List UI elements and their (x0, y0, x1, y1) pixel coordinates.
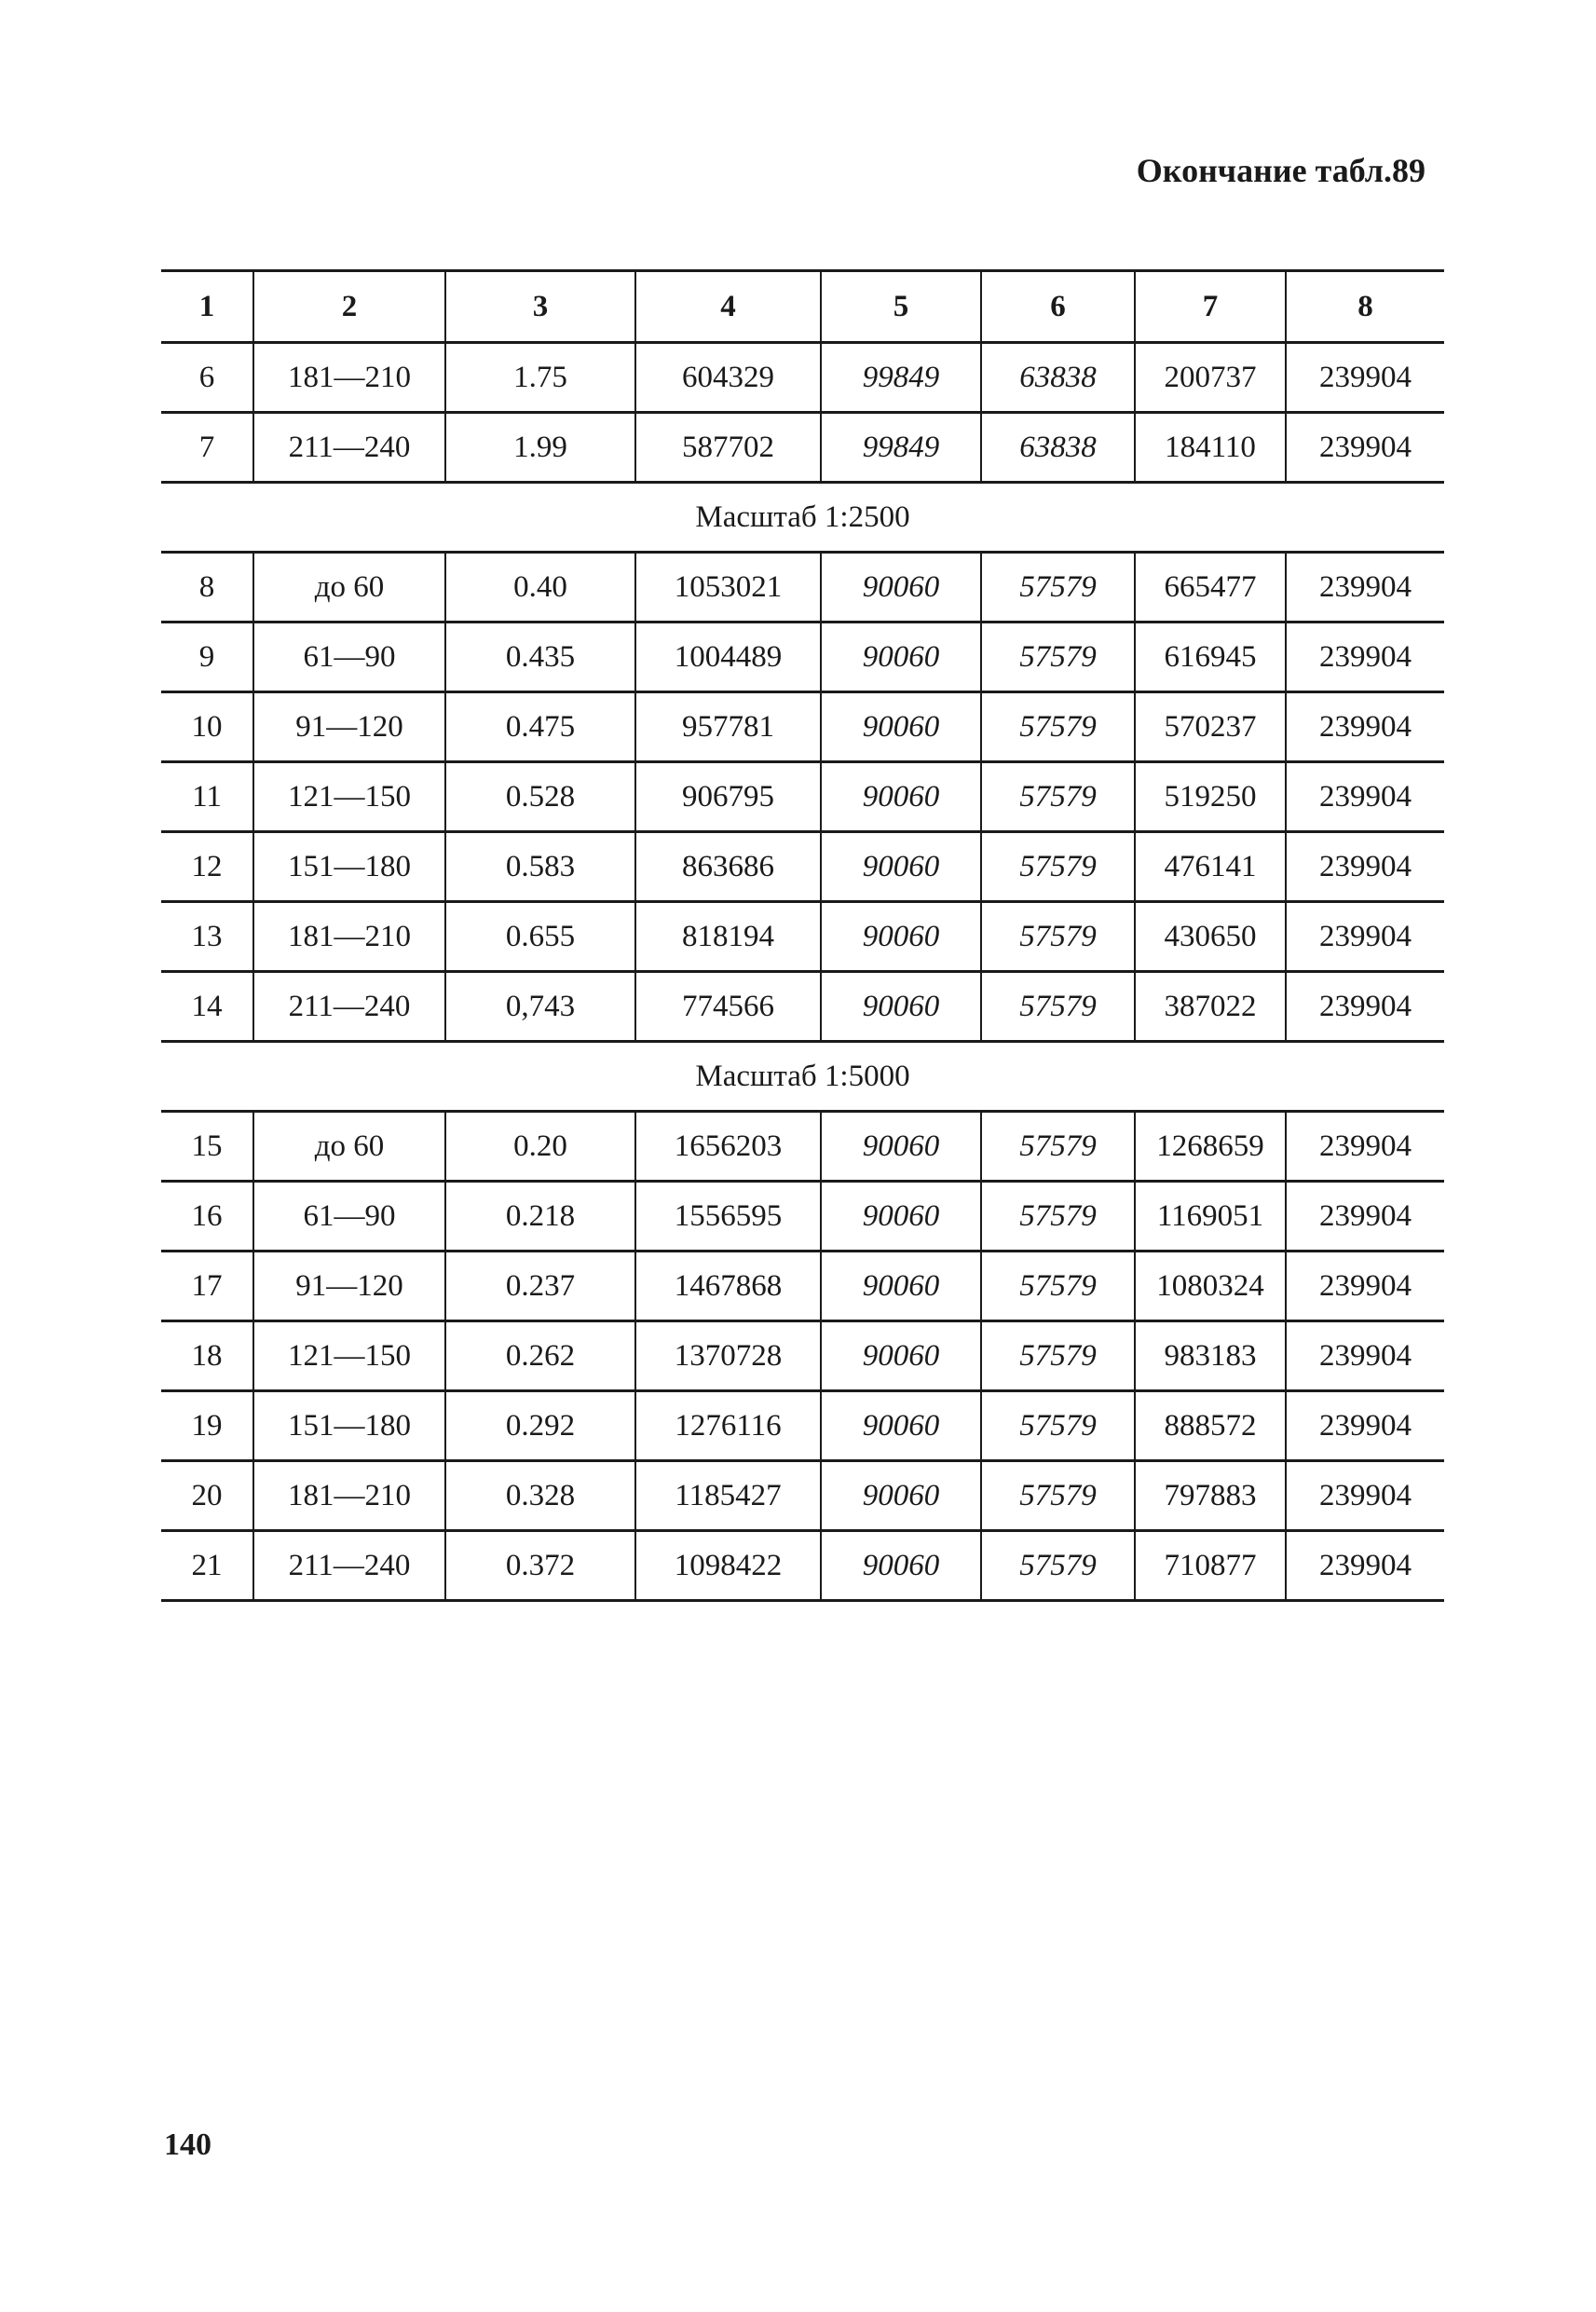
table-cell: 774566 (635, 972, 821, 1042)
table-cell: 90060 (821, 692, 981, 762)
table-header-row (161, 271, 1444, 343)
table-cell: 604329 (635, 343, 821, 413)
table-cell: 863686 (635, 832, 821, 902)
table-cell: 151—180 (253, 1391, 445, 1461)
table-cell: 3 (445, 271, 635, 343)
table-cell: 7 (1135, 271, 1286, 343)
table-cell: 63838 (981, 413, 1135, 483)
table-cell: 797883 (1135, 1461, 1286, 1531)
table-cell: 90060 (821, 1391, 981, 1461)
table-cell: 0.40 (445, 553, 635, 622)
table-cell: 57579 (981, 902, 1135, 972)
table-cell: 14 (161, 972, 253, 1042)
table-cell: 57579 (981, 1391, 1135, 1461)
table-row (161, 1461, 1444, 1531)
table-cell: 906795 (635, 762, 821, 832)
table-cell: 0.372 (445, 1531, 635, 1601)
table-cell: 91—120 (253, 1252, 445, 1321)
table-cell: 211—240 (253, 1531, 445, 1601)
table-cell: 0,743 (445, 972, 635, 1042)
table-cell: 57579 (981, 1531, 1135, 1601)
table-row (161, 1391, 1444, 1461)
table-cell: 616945 (1135, 622, 1286, 692)
table-cell: 1556595 (635, 1182, 821, 1252)
table-cell: 0.328 (445, 1461, 635, 1531)
table-cell: 239904 (1286, 692, 1444, 762)
table-row (161, 762, 1444, 832)
table-row (161, 1112, 1444, 1182)
table-caption: Окончание табл.89 (1136, 152, 1425, 189)
table-cell: 239904 (1286, 1461, 1444, 1531)
table-row (161, 1182, 1444, 1252)
table-cell: 239904 (1286, 343, 1444, 413)
table-cell: 9 (161, 622, 253, 692)
table-cell: 1370728 (635, 1321, 821, 1391)
table-body (161, 271, 1444, 1601)
table-cell: 151—180 (253, 832, 445, 902)
table-cell: 7 (161, 413, 253, 483)
table-row (161, 1252, 1444, 1321)
table-cell: 90060 (821, 762, 981, 832)
table-cell: 239904 (1286, 1112, 1444, 1182)
table-row (161, 692, 1444, 762)
data-table (161, 269, 1444, 1602)
section-heading-2500 (161, 483, 1444, 553)
table-cell: 1 (161, 271, 253, 343)
table-cell: 12 (161, 832, 253, 902)
table-cell: 1169051 (1135, 1182, 1286, 1252)
table-cell: 61—90 (253, 1182, 445, 1252)
table-cell: 239904 (1286, 1182, 1444, 1252)
table-cell: 888572 (1135, 1391, 1286, 1461)
table-cell: 6 (981, 271, 1135, 343)
table-cell: 1.75 (445, 343, 635, 413)
table-cell: 15 (161, 1112, 253, 1182)
table-row (161, 972, 1444, 1042)
table-cell: 90060 (821, 1321, 981, 1391)
table-cell: 1467868 (635, 1252, 821, 1321)
table-cell: 2 (253, 271, 445, 343)
table-cell: 1098422 (635, 1531, 821, 1601)
table-cell: 61—90 (253, 622, 445, 692)
table-cell: 0.475 (445, 692, 635, 762)
table-cell: 57579 (981, 553, 1135, 622)
table-cell: 181—210 (253, 1461, 445, 1531)
table-cell: 90060 (821, 622, 981, 692)
table-cell: 184110 (1135, 413, 1286, 483)
table-cell: 0.528 (445, 762, 635, 832)
table-cell: 90060 (821, 902, 981, 972)
table-cell: 1276116 (635, 1391, 821, 1461)
table-cell: 570237 (1135, 692, 1286, 762)
table-cell: 1656203 (635, 1112, 821, 1182)
table-cell: 90060 (821, 972, 981, 1042)
table-cell: 5 (821, 271, 981, 343)
table-cell: 239904 (1286, 553, 1444, 622)
table-cell: 17 (161, 1252, 253, 1321)
table-cell: 181—210 (253, 902, 445, 972)
table-cell: 57579 (981, 1321, 1135, 1391)
table-cell: 90060 (821, 1112, 981, 1182)
table-cell: 16 (161, 1182, 253, 1252)
table-cell: 239904 (1286, 832, 1444, 902)
section-title: Масштаб 1:5000 (161, 1042, 1444, 1112)
table-row (161, 553, 1444, 622)
table-cell: 387022 (1135, 972, 1286, 1042)
table-cell: 91—120 (253, 692, 445, 762)
table-row (161, 343, 1444, 413)
table-cell: 90060 (821, 1182, 981, 1252)
table-cell: 19 (161, 1391, 253, 1461)
table-row (161, 902, 1444, 972)
table-cell: 20 (161, 1461, 253, 1531)
table-cell: 90060 (821, 1252, 981, 1321)
table-cell: 0.583 (445, 832, 635, 902)
table-cell: 57579 (981, 762, 1135, 832)
table-cell: до 60 (253, 553, 445, 622)
table-cell: 1.99 (445, 413, 635, 483)
table-cell: 239904 (1286, 1321, 1444, 1391)
table-cell: 1004489 (635, 622, 821, 692)
table-row (161, 832, 1444, 902)
table-cell: 6 (161, 343, 253, 413)
table-cell: 57579 (981, 692, 1135, 762)
table-row (161, 1321, 1444, 1391)
table-cell: 710877 (1135, 1531, 1286, 1601)
table-cell: 239904 (1286, 622, 1444, 692)
table-cell: 57579 (981, 1461, 1135, 1531)
table-cell: 99849 (821, 343, 981, 413)
table-cell: 200737 (1135, 343, 1286, 413)
table-cell: 57579 (981, 1252, 1135, 1321)
table-cell: 8 (161, 553, 253, 622)
section-heading-5000 (161, 1042, 1444, 1112)
table-cell: 0.20 (445, 1112, 635, 1182)
table-row (161, 622, 1444, 692)
data-table-container (161, 269, 1444, 1602)
table-cell: 239904 (1286, 413, 1444, 483)
table-cell: 181—210 (253, 343, 445, 413)
table-cell: 57579 (981, 622, 1135, 692)
table-cell: 4 (635, 271, 821, 343)
table-cell: 0.435 (445, 622, 635, 692)
table-cell: 957781 (635, 692, 821, 762)
table-cell: 239904 (1286, 1252, 1444, 1321)
table-cell: 430650 (1135, 902, 1286, 972)
table-cell: до 60 (253, 1112, 445, 1182)
table-cell: 8 (1286, 271, 1444, 343)
table-cell: 10 (161, 692, 253, 762)
table-cell: 21 (161, 1531, 253, 1601)
table-row (161, 413, 1444, 483)
table-cell: 57579 (981, 1112, 1135, 1182)
table-cell: 818194 (635, 902, 821, 972)
table-cell: 0.237 (445, 1252, 635, 1321)
section-title: Масштаб 1:2500 (161, 483, 1444, 553)
table-cell: 239904 (1286, 1531, 1444, 1601)
table-cell: 587702 (635, 413, 821, 483)
table-cell: 63838 (981, 343, 1135, 413)
table-cell: 99849 (821, 413, 981, 483)
table-cell: 0.218 (445, 1182, 635, 1252)
table-cell: 13 (161, 902, 253, 972)
table-cell: 476141 (1135, 832, 1286, 902)
table-cell: 519250 (1135, 762, 1286, 832)
table-cell: 239904 (1286, 762, 1444, 832)
table-cell: 18 (161, 1321, 253, 1391)
table-cell: 90060 (821, 1531, 981, 1601)
table-cell: 239904 (1286, 972, 1444, 1042)
table-cell: 239904 (1286, 902, 1444, 972)
table-cell: 211—240 (253, 972, 445, 1042)
table-cell: 11 (161, 762, 253, 832)
table-cell: 57579 (981, 972, 1135, 1042)
table-cell: 57579 (981, 832, 1135, 902)
table-row (161, 1531, 1444, 1601)
table-cell: 90060 (821, 553, 981, 622)
table-cell: 1080324 (1135, 1252, 1286, 1321)
table-cell: 90060 (821, 832, 981, 902)
table-cell: 665477 (1135, 553, 1286, 622)
table-cell: 90060 (821, 1461, 981, 1531)
table-cell: 983183 (1135, 1321, 1286, 1391)
table-cell: 57579 (981, 1182, 1135, 1252)
table-cell: 0.292 (445, 1391, 635, 1461)
table-cell: 121—150 (253, 1321, 445, 1391)
table-cell: 211—240 (253, 413, 445, 483)
table-cell: 1185427 (635, 1461, 821, 1531)
table-cell: 0.262 (445, 1321, 635, 1391)
table-cell: 239904 (1286, 1391, 1444, 1461)
table-cell: 1268659 (1135, 1112, 1286, 1182)
table-cell: 121—150 (253, 762, 445, 832)
page-number: 140 (164, 2127, 211, 2162)
table-cell: 0.655 (445, 902, 635, 972)
table-cell: 1053021 (635, 553, 821, 622)
